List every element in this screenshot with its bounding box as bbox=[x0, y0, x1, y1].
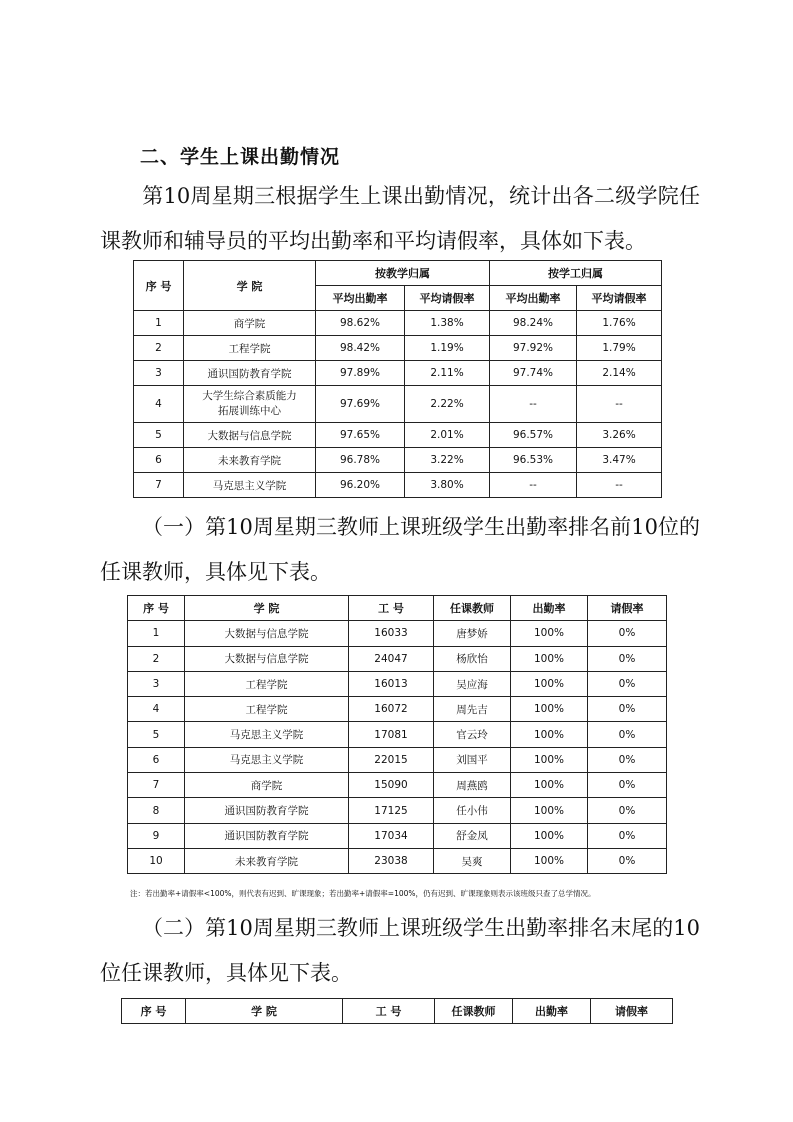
cell-student-leave: -- bbox=[577, 473, 662, 498]
cell-student-leave: 1.79% bbox=[577, 336, 662, 361]
cell-seq: 2 bbox=[128, 646, 185, 671]
cell-staff-id: 17081 bbox=[349, 722, 434, 747]
cell-student-att: 96.57% bbox=[490, 423, 577, 448]
cell-seq: 2 bbox=[134, 336, 184, 361]
cell-student-leave: 3.26% bbox=[577, 423, 662, 448]
cell-seq: 1 bbox=[134, 311, 184, 336]
cell-teacher: 吴应海 bbox=[434, 671, 511, 696]
cell-student-att: 97.74% bbox=[490, 361, 577, 386]
section-two-paragraph: （二）第10周星期三教师上课班级学生出勤率排名末尾的10位任课教师，具体见下表。 bbox=[100, 916, 700, 985]
table-row bbox=[128, 747, 667, 772]
cell-seq: 7 bbox=[128, 773, 185, 798]
table-row bbox=[134, 311, 662, 336]
cell-student-att: -- bbox=[490, 473, 577, 498]
bottom-ten-teachers-table bbox=[121, 998, 673, 1024]
cell-leave: 0% bbox=[588, 773, 667, 798]
cell-leave: 0% bbox=[588, 848, 667, 873]
cell-teaching-leave: 3.22% bbox=[405, 448, 490, 473]
cell-teaching-att: 96.20% bbox=[316, 473, 405, 498]
header-seq: 序 号 bbox=[122, 999, 186, 1024]
cell-attendance: 100% bbox=[511, 671, 588, 696]
table-row bbox=[128, 671, 667, 696]
cell-seq: 4 bbox=[134, 386, 184, 423]
table-row bbox=[128, 697, 667, 722]
table-header-row bbox=[134, 261, 662, 286]
cell-seq: 5 bbox=[128, 722, 185, 747]
cell-teaching-leave: 3.80% bbox=[405, 473, 490, 498]
cell-staff-id: 16072 bbox=[349, 697, 434, 722]
cell-college: 商学院 bbox=[185, 773, 349, 798]
cell-teaching-att: 97.69% bbox=[316, 386, 405, 423]
cell-leave: 0% bbox=[588, 722, 667, 747]
cell-teacher: 周燕鸥 bbox=[434, 773, 511, 798]
cell-seq: 8 bbox=[128, 798, 185, 823]
cell-leave: 0% bbox=[588, 646, 667, 671]
cell-teacher: 刘国平 bbox=[434, 747, 511, 772]
cell-college: 大数据与信息学院 bbox=[185, 646, 349, 671]
cell-staff-id: 17034 bbox=[349, 823, 434, 848]
cell-staff-id: 15090 bbox=[349, 773, 434, 798]
cell-seq: 3 bbox=[128, 671, 185, 696]
cell-teaching-att: 98.42% bbox=[316, 336, 405, 361]
cell-college: 商学院 bbox=[184, 311, 316, 336]
cell-teacher: 唐梦娇 bbox=[434, 621, 511, 646]
cell-staff-id: 23038 bbox=[349, 848, 434, 873]
cell-college: 通识国防教育学院 bbox=[184, 361, 316, 386]
cell-teaching-leave: 1.19% bbox=[405, 336, 490, 361]
table-row bbox=[134, 473, 662, 498]
section-one-paragraph: （一）第10周星期三教师上课班级学生出勤率排名前10位的任课教师，具体见下表。 bbox=[100, 515, 700, 584]
cell-teaching-att: 97.65% bbox=[316, 423, 405, 448]
table-footnote: 注：若出勤率+请假率<100%，则代表有迟到、旷课现象；若出勤率+请假率=100%，仍有迟到、旷课现象则表示该班级只查了总学情况。 bbox=[130, 889, 596, 898]
cell-teaching-att: 97.89% bbox=[316, 361, 405, 386]
table-row bbox=[128, 621, 667, 646]
cell-attendance: 100% bbox=[511, 747, 588, 772]
header-seq: 序 号 bbox=[128, 596, 185, 621]
cell-teaching-leave: 1.38% bbox=[405, 311, 490, 336]
header-staff-id: 工 号 bbox=[343, 999, 435, 1024]
cell-college: 未来教育学院 bbox=[184, 448, 316, 473]
cell-college: 工程学院 bbox=[184, 336, 316, 361]
header-seq: 序 号 bbox=[134, 261, 184, 311]
header-teacher: 任课教师 bbox=[434, 596, 511, 621]
header-teacher: 任课教师 bbox=[435, 999, 513, 1024]
header-group-teaching: 按教学归属 bbox=[316, 261, 490, 286]
cell-seq: 7 bbox=[134, 473, 184, 498]
table-header-row bbox=[128, 596, 667, 621]
header-college: 学 院 bbox=[184, 261, 316, 311]
table-row bbox=[128, 646, 667, 671]
header-student-leave: 平均请假率 bbox=[577, 286, 662, 311]
table-row bbox=[128, 722, 667, 747]
cell-teaching-leave: 2.11% bbox=[405, 361, 490, 386]
cell-teacher: 杨欣怡 bbox=[434, 646, 511, 671]
cell-student-att: 97.92% bbox=[490, 336, 577, 361]
cell-leave: 0% bbox=[588, 823, 667, 848]
cell-seq: 9 bbox=[128, 823, 185, 848]
cell-seq: 6 bbox=[128, 747, 185, 772]
cell-seq: 6 bbox=[134, 448, 184, 473]
cell-college: 通识国防教育学院 bbox=[185, 823, 349, 848]
cell-teacher: 舒金凤 bbox=[434, 823, 511, 848]
cell-college: 工程学院 bbox=[185, 671, 349, 696]
cell-leave: 0% bbox=[588, 798, 667, 823]
cell-staff-id: 16033 bbox=[349, 621, 434, 646]
cell-attendance: 100% bbox=[511, 722, 588, 747]
header-group-student: 按学工归属 bbox=[490, 261, 662, 286]
table-header-row bbox=[122, 999, 673, 1024]
cell-seq: 10 bbox=[128, 848, 185, 873]
cell-teacher: 吴爽 bbox=[434, 848, 511, 873]
header-student-att: 平均出勤率 bbox=[490, 286, 577, 311]
cell-attendance: 100% bbox=[511, 798, 588, 823]
cell-attendance: 100% bbox=[511, 621, 588, 646]
cell-college: 大学生综合素质能力拓展训练中心 bbox=[184, 386, 316, 423]
cell-attendance: 100% bbox=[511, 646, 588, 671]
table-row bbox=[134, 336, 662, 361]
cell-attendance: 100% bbox=[511, 773, 588, 798]
cell-seq: 3 bbox=[134, 361, 184, 386]
cell-student-leave: 1.76% bbox=[577, 311, 662, 336]
table-row bbox=[128, 848, 667, 873]
table-row bbox=[128, 773, 667, 798]
cell-attendance: 100% bbox=[511, 848, 588, 873]
cell-staff-id: 16013 bbox=[349, 671, 434, 696]
header-college: 学 院 bbox=[185, 596, 349, 621]
cell-college: 马克思主义学院 bbox=[184, 473, 316, 498]
header-attendance: 出勤率 bbox=[511, 596, 588, 621]
intro-paragraph: 第10周星期三根据学生上课出勤情况，统计出各二级学院任课教师和辅导员的平均出勤率和平均请假率，具体如下表。 bbox=[100, 184, 700, 253]
cell-college: 大数据与信息学院 bbox=[184, 423, 316, 448]
table-row bbox=[134, 448, 662, 473]
cell-leave: 0% bbox=[588, 621, 667, 646]
table-row bbox=[134, 361, 662, 386]
cell-teacher: 周先吉 bbox=[434, 697, 511, 722]
cell-student-att: 96.53% bbox=[490, 448, 577, 473]
cell-teaching-leave: 2.22% bbox=[405, 386, 490, 423]
cell-leave: 0% bbox=[588, 671, 667, 696]
cell-staff-id: 22015 bbox=[349, 747, 434, 772]
cell-student-leave: 3.47% bbox=[577, 448, 662, 473]
header-teaching-leave: 平均请假率 bbox=[405, 286, 490, 311]
cell-teaching-att: 96.78% bbox=[316, 448, 405, 473]
header-leave: 请假率 bbox=[588, 596, 667, 621]
cell-teaching-att: 98.62% bbox=[316, 311, 405, 336]
cell-leave: 0% bbox=[588, 697, 667, 722]
cell-seq: 1 bbox=[128, 621, 185, 646]
cell-staff-id: 17125 bbox=[349, 798, 434, 823]
cell-seq: 5 bbox=[134, 423, 184, 448]
cell-college: 工程学院 bbox=[185, 697, 349, 722]
cell-student-leave: 2.14% bbox=[577, 361, 662, 386]
cell-seq: 4 bbox=[128, 697, 185, 722]
cell-attendance: 100% bbox=[511, 697, 588, 722]
header-leave: 请假率 bbox=[591, 999, 673, 1024]
table-row bbox=[134, 423, 662, 448]
top-ten-teachers-table bbox=[127, 595, 667, 874]
table-row bbox=[134, 386, 662, 423]
cell-college: 马克思主义学院 bbox=[185, 722, 349, 747]
cell-student-leave: -- bbox=[577, 386, 662, 423]
cell-teaching-leave: 2.01% bbox=[405, 423, 490, 448]
cell-college: 通识国防教育学院 bbox=[185, 798, 349, 823]
header-teaching-att: 平均出勤率 bbox=[316, 286, 405, 311]
cell-college: 大数据与信息学院 bbox=[185, 621, 349, 646]
cell-student-att: -- bbox=[490, 386, 577, 423]
cell-teacher: 官云玲 bbox=[434, 722, 511, 747]
cell-staff-id: 24047 bbox=[349, 646, 434, 671]
cell-leave: 0% bbox=[588, 747, 667, 772]
cell-teacher: 任小伟 bbox=[434, 798, 511, 823]
header-college: 学 院 bbox=[186, 999, 343, 1024]
section-title: 二、学生上课出勤情况 bbox=[140, 146, 341, 168]
header-staff-id: 工 号 bbox=[349, 596, 434, 621]
college-attendance-table bbox=[133, 260, 662, 498]
cell-college: 马克思主义学院 bbox=[185, 747, 349, 772]
cell-student-att: 98.24% bbox=[490, 311, 577, 336]
table-row bbox=[128, 798, 667, 823]
table-row bbox=[128, 823, 667, 848]
cell-college: 未来教育学院 bbox=[185, 848, 349, 873]
cell-attendance: 100% bbox=[511, 823, 588, 848]
header-attendance: 出勤率 bbox=[513, 999, 591, 1024]
